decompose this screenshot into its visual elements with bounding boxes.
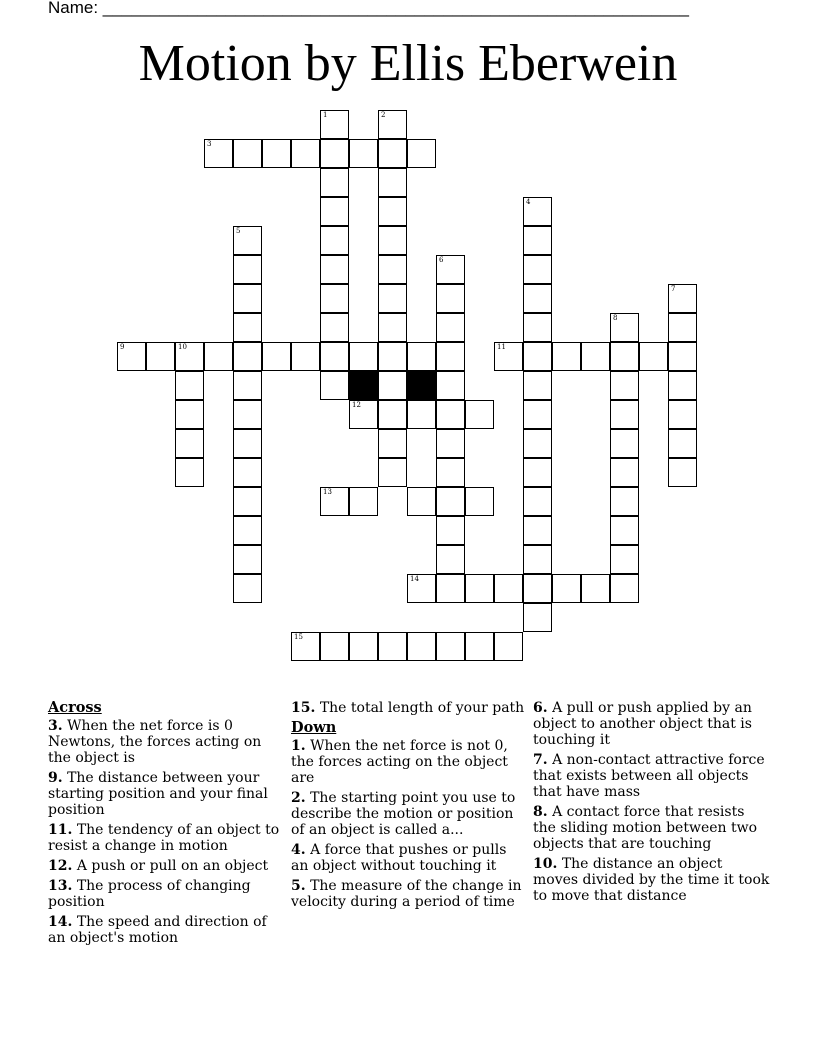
crossword-cell[interactable]	[320, 255, 349, 284]
clue-number: 13	[323, 488, 332, 496]
crossword-cell[interactable]	[233, 255, 262, 284]
clue-number: 11	[497, 343, 506, 351]
crossword-cell[interactable]	[407, 574, 436, 603]
clue-column-3	[533, 700, 771, 908]
crossword-cell[interactable]	[378, 226, 407, 255]
crossword-cell[interactable]	[668, 313, 697, 342]
crossword-cell[interactable]	[610, 313, 639, 342]
crossword-cell[interactable]	[523, 603, 552, 632]
puzzle-title: Motion by Ellis Eberwein	[138, 35, 678, 92]
crossword-cell[interactable]	[523, 371, 552, 400]
crossword-cell[interactable]	[436, 574, 465, 603]
crossword-cell[interactable]	[523, 284, 552, 313]
clue-number: 14	[410, 575, 419, 583]
crossword-cell[interactable]	[610, 545, 639, 574]
crossword-cell[interactable]	[436, 284, 465, 313]
crossword-cell[interactable]	[349, 487, 378, 516]
crossword-cell[interactable]	[233, 458, 262, 487]
crossword-cell[interactable]	[610, 458, 639, 487]
crossword-cell[interactable]	[436, 545, 465, 574]
down-clues	[291, 738, 527, 910]
crossword-cell[interactable]	[175, 429, 204, 458]
clue-down-2: 2. The starting point you use to describe the motion or position of an object is called a...	[291, 790, 516, 838]
clue-down-7: 7. A non-contact attractive force that exists between all objects that have mass	[533, 752, 765, 800]
crossword-cell[interactable]	[378, 342, 407, 371]
crossword-cell[interactable]	[378, 139, 407, 168]
crossword-cell[interactable]	[349, 400, 378, 429]
crossword-cell[interactable]	[320, 284, 349, 313]
crossword-cell[interactable]	[233, 313, 262, 342]
crossword-cell[interactable]	[175, 400, 204, 429]
clue-column-2	[291, 700, 527, 914]
crossword-cell[interactable]	[117, 342, 146, 371]
crossword-cell[interactable]	[494, 574, 523, 603]
clue-across-3: 3. When the net force is 0 Newtons, the forces acting on the object is	[48, 718, 262, 766]
crossword-cell[interactable]	[552, 574, 581, 603]
crossword-cell[interactable]	[378, 168, 407, 197]
crossword-cell[interactable]	[378, 313, 407, 342]
crossword-cell[interactable]	[436, 487, 465, 516]
crossword-cell[interactable]	[523, 255, 552, 284]
crossword-cell[interactable]	[523, 429, 552, 458]
clue-number: 8	[613, 314, 618, 322]
crossword-cell[interactable]	[320, 110, 349, 139]
crossword-cell[interactable]	[175, 342, 204, 371]
crossword-cell[interactable]	[407, 487, 436, 516]
crossword-cell[interactable]	[581, 342, 610, 371]
crossword-cell[interactable]	[668, 429, 697, 458]
crossword-cell[interactable]	[436, 400, 465, 429]
crossword-cell[interactable]	[378, 632, 407, 661]
clue-number: 3	[207, 140, 212, 148]
name-line: Name: ______________________________________________________________	[48, 0, 689, 17]
crossword-cell[interactable]	[523, 458, 552, 487]
crossword-cell[interactable]	[465, 487, 494, 516]
crossword-cell[interactable]	[378, 458, 407, 487]
across-heading: Across	[48, 699, 102, 716]
clue-number: 9	[120, 343, 125, 351]
clue-across-9: 9. The distance between your starting position and your final position	[48, 770, 268, 818]
crossword-cell[interactable]	[436, 632, 465, 661]
crossword-cell[interactable]	[320, 342, 349, 371]
crossword-cell[interactable]	[668, 284, 697, 313]
clue-number: 10	[178, 343, 187, 351]
crossword-cell[interactable]	[610, 574, 639, 603]
crossword-cell[interactable]	[465, 632, 494, 661]
black-cell	[407, 371, 436, 400]
clue-number: 1	[323, 111, 328, 119]
crossword-cell[interactable]	[523, 313, 552, 342]
crossword-cell[interactable]	[291, 139, 320, 168]
crossword-cell[interactable]	[552, 342, 581, 371]
crossword-cell[interactable]	[436, 342, 465, 371]
crossword-cell[interactable]	[610, 371, 639, 400]
clue-across-14: 14. The speed and direction of an object's motion	[48, 914, 267, 946]
crossword-cell[interactable]	[523, 487, 552, 516]
crossword-cell[interactable]	[175, 458, 204, 487]
crossword-cell[interactable]	[668, 400, 697, 429]
crossword-cell[interactable]	[233, 574, 262, 603]
crossword-cell[interactable]	[610, 400, 639, 429]
crossword-cell[interactable]	[378, 371, 407, 400]
clue-across-11: 11. The tendency of an object to resist a change in motion	[48, 822, 280, 854]
crossword-cell[interactable]	[523, 516, 552, 545]
crossword-cell[interactable]	[610, 342, 639, 371]
crossword-cell[interactable]	[233, 545, 262, 574]
crossword-cell[interactable]	[436, 255, 465, 284]
crossword-cell[interactable]	[378, 110, 407, 139]
crossword-cell[interactable]	[523, 226, 552, 255]
crossword-cell[interactable]	[523, 545, 552, 574]
clue-number: 5	[236, 227, 241, 235]
across-clues	[48, 718, 280, 946]
crossword-cell[interactable]	[668, 342, 697, 371]
crossword-cell[interactable]	[320, 487, 349, 516]
crossword-cell[interactable]	[349, 342, 378, 371]
crossword-cell[interactable]	[436, 516, 465, 545]
crossword-cell[interactable]	[378, 197, 407, 226]
clue-number: 12	[352, 401, 361, 409]
crossword-cell[interactable]	[465, 400, 494, 429]
crossword-cell[interactable]	[523, 342, 552, 371]
crossword-cell[interactable]	[523, 197, 552, 226]
crossword-cell[interactable]	[407, 400, 436, 429]
crossword-cell[interactable]	[233, 226, 262, 255]
clue-down-4: 4. A force that pushes or pulls an object without touching it	[291, 842, 507, 874]
crossword-cell[interactable]	[320, 313, 349, 342]
crossword-cell[interactable]	[291, 632, 320, 661]
crossword-cell[interactable]	[233, 429, 262, 458]
crossword-cell[interactable]	[610, 429, 639, 458]
crossword-cell[interactable]	[233, 284, 262, 313]
clue-down-6: 6. A pull or push applied by an object to another object that is touching it	[533, 700, 752, 748]
clue-number: 7	[671, 285, 676, 293]
crossword-cell[interactable]	[233, 371, 262, 400]
crossword-cell[interactable]	[175, 371, 204, 400]
crossword-cell[interactable]	[494, 632, 523, 661]
clue-across-13: 13. The process of changing position	[48, 878, 251, 910]
down-heading: Down	[291, 719, 337, 736]
crossword-cell[interactable]	[291, 342, 320, 371]
crossword-cell[interactable]	[233, 342, 262, 371]
crossword-cell[interactable]	[378, 255, 407, 284]
crossword-cell[interactable]	[320, 168, 349, 197]
crossword-cell[interactable]	[436, 313, 465, 342]
crossword-cell[interactable]	[320, 632, 349, 661]
crossword-cell[interactable]	[233, 400, 262, 429]
clue-number: 15	[294, 633, 303, 641]
clue-number: 2	[381, 111, 386, 119]
crossword-cell[interactable]	[204, 342, 233, 371]
crossword-cell[interactable]	[349, 139, 378, 168]
clue-down-8: 8. A contact force that resists the sliding motion between two objects that are touching	[533, 804, 758, 852]
crossword-cell[interactable]	[320, 226, 349, 255]
clue-number: 6	[439, 256, 444, 264]
crossword-cell[interactable]	[610, 487, 639, 516]
crossword-cell[interactable]	[581, 574, 610, 603]
clue-column-1	[48, 700, 280, 950]
crossword-cell[interactable]	[320, 197, 349, 226]
black-cell	[349, 371, 378, 400]
clue-down-5: 5. The measure of the change in velocity during a period of time	[291, 878, 522, 910]
crossword-cell[interactable]	[436, 429, 465, 458]
crossword-cell[interactable]	[349, 632, 378, 661]
crossword-cell[interactable]	[523, 574, 552, 603]
crossword-cell[interactable]	[668, 371, 697, 400]
crossword-cell[interactable]	[233, 139, 262, 168]
crossword-cell[interactable]	[494, 342, 523, 371]
crossword-cell[interactable]	[320, 371, 349, 400]
clue-across-15: 15. The total length of your path	[291, 700, 525, 716]
crossword-cell[interactable]	[523, 400, 552, 429]
crossword-cell[interactable]	[262, 342, 291, 371]
clue-down-1: 1. When the net force is not 0, the forces acting on the object are	[291, 738, 508, 786]
crossword-cell[interactable]	[233, 487, 262, 516]
crossword-cell[interactable]	[465, 574, 494, 603]
crossword-cell[interactable]	[668, 458, 697, 487]
crossword-cell[interactable]	[407, 632, 436, 661]
crossword-cell[interactable]	[407, 342, 436, 371]
crossword-cell[interactable]	[610, 516, 639, 545]
crossword-cell[interactable]	[146, 342, 175, 371]
clue-across-12: 12. A push or pull on an object	[48, 858, 269, 874]
clue-number: 4	[526, 198, 531, 206]
clue-down-10: 10. The distance an object moves divided by the time it took to move that distance	[533, 856, 770, 904]
crossword-cell[interactable]	[639, 342, 668, 371]
crossword-cell[interactable]	[378, 429, 407, 458]
crossword-cell[interactable]	[378, 400, 407, 429]
crossword-cell[interactable]	[378, 284, 407, 313]
crossword-cell[interactable]	[436, 458, 465, 487]
crossword-cell[interactable]	[407, 139, 436, 168]
crossword-cell[interactable]	[204, 139, 233, 168]
crossword-cell[interactable]	[320, 139, 349, 168]
crossword-cell[interactable]	[262, 139, 291, 168]
crossword-cell[interactable]	[233, 516, 262, 545]
crossword-cell[interactable]	[436, 371, 465, 400]
